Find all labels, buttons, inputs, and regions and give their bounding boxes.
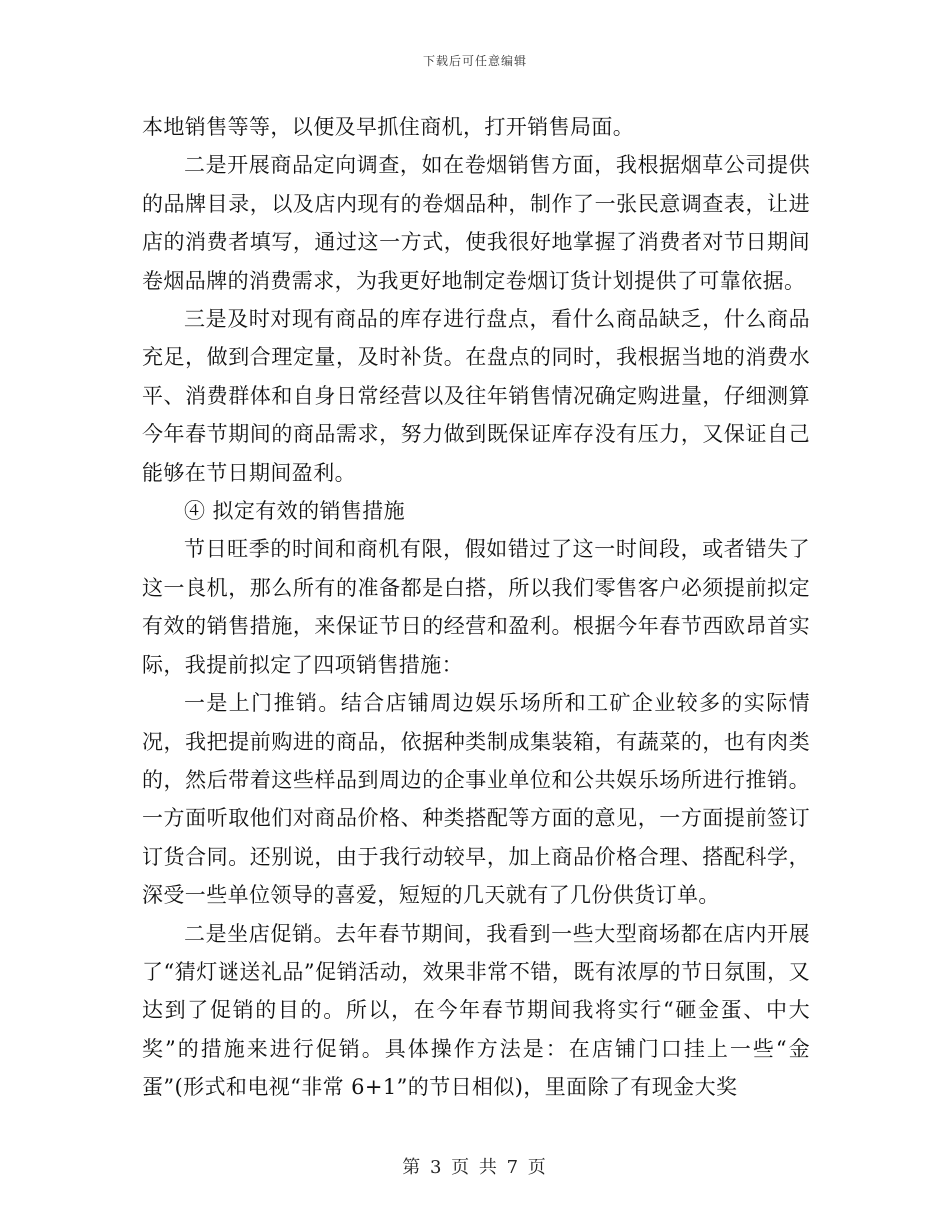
page-number: 第 3 页 共 7 页 — [402, 1157, 548, 1178]
paragraph: 二是开展商品定向调查，如在卷烟销售方面，我根据烟草公司提供的品牌目录，以及店内现有的卷烟品种，制作了一张民意调查表，让进店的消费者填写，通过这一方式，使我很好地掌握了消费者对节日期间卷烟品牌的消费需求，为我更好地制定卷烟订货计划提供了可靠依据。 — [142, 153, 810, 293]
document-body — [142, 108, 810, 1107]
page-header-note: 下载后可任意编辑 — [422, 54, 527, 68]
paragraph: 三是及时对现有商品的库存进行盘点，看什么商品缺乏，什么商品充足，做到合理定量，及时补货。在盘点的同时，我根据当地的消费水平、消费群体和自身日常经营以及往年销售情况确定购进量，仔细测算今年春节期间的商品需求，努力做到既保证库存没有压力，又保证自己能够在节日期间盈利。 — [142, 307, 810, 485]
paragraph: 本地销售等等，以便及早抓住商机，打开销售局面。 — [142, 115, 635, 139]
paragraph: 节日旺季的时间和商机有限，假如错过了这一时间段，或者错失了这一良机，那么所有的准备都是白搭，所以我们零售客户必须提前拟定有效的销售措施，来保证节日的经营和盈利。根据今年春节西欧昂首实际，我提前拟定了四项销售措施： — [142, 537, 810, 677]
paragraph: 二是坐店促销。去年春节期间，我看到一些大型商场都在店内开展了“猜灯谜送礼品”促销活动，效果非常不错，既有浓厚的节日氛围，又达到了促销的目的。所以，在今年春节期间我将实行“砸金蛋、中大奖”的措施来进行促销。具体操作方法是：在店铺门口挂上一些“金蛋”(形式和电视“非常 6+1”的节日相似)，里面除了有现金大奖 — [142, 921, 810, 1100]
section-heading: ④ 拟定有效的销售措施 — [184, 499, 406, 524]
paragraph: 一是上门推销。结合店铺周边娱乐场所和工矿企业较多的实际情况，我把提前购进的商品，依据种类制成集装箱，有蔬菜的，也有肉类的，然后带着这些样品到周边的企事业单位和公共娱乐场所进行推销。一方面听取他们对商品价格、种类搭配等方面的意见，一方面提前签订订货合同。还别说，由于我行动较早，加上商品价格合理、搭配科学，深受一些单位领导的喜爱，短短的几天就有了几份供货订单。 — [142, 691, 810, 908]
